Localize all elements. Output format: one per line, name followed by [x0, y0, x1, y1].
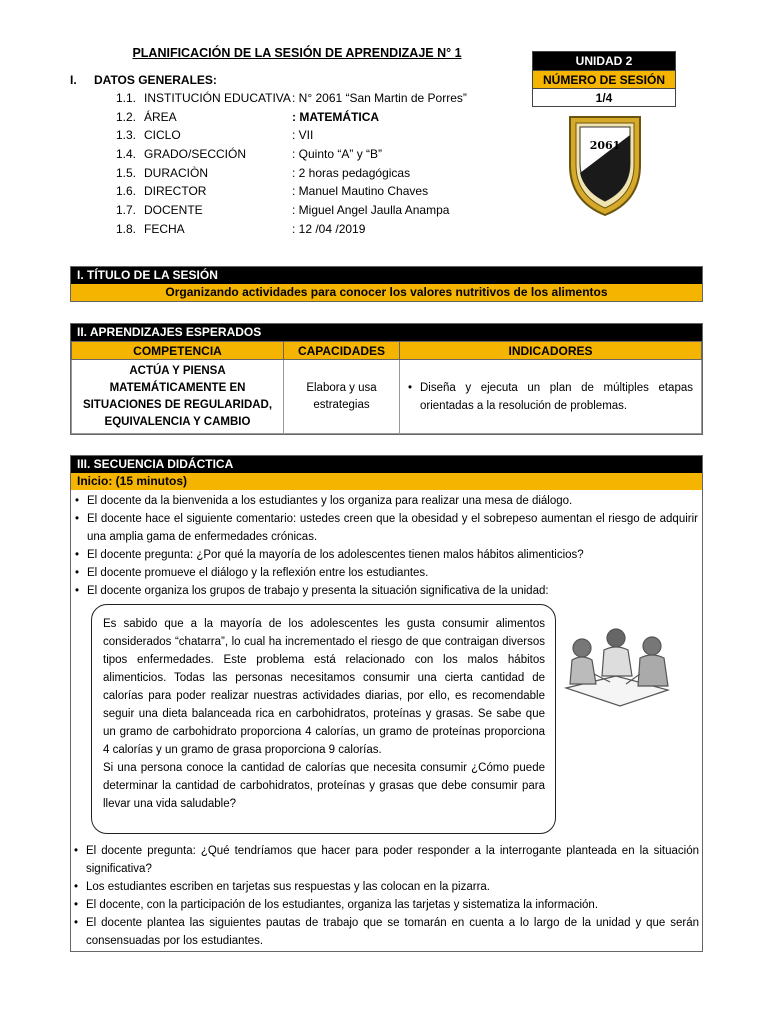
- unit-box: [532, 51, 676, 107]
- list-item: • El docente organiza los grupos de trabajo y presenta la situación significativa de la unidad:: [75, 585, 549, 597]
- general-data-row: 1.8. FECHA : 12 /04 /2019: [116, 221, 366, 236]
- start-bullet-list: [71, 490, 702, 600]
- general-data-list: [116, 89, 516, 239]
- scenario-question: Si una persona conoce la cantidad de calorías que necesita consumir ¿Cómo puede determinar la cantidad de carbohidratos, proteínas y grasas que debe consumir para llevar una vida saludable?: [103, 762, 545, 810]
- session-number-label: NÚMERO DE SESIÓN: [533, 70, 675, 88]
- session-title-section: [70, 266, 703, 302]
- general-data-roman: I.: [70, 73, 77, 87]
- indicador-text: Diseña y ejecuta un plan de múltiples etapas orientadas a la resolución de problemas.: [420, 381, 693, 412]
- seal-number: 2061: [589, 139, 621, 152]
- list-item: • Los estudiantes escriben en tarjetas sus respuestas y las colocan en la pizarra.: [74, 881, 490, 893]
- school-seal-icon: [566, 113, 644, 219]
- general-data-heading: [70, 73, 217, 87]
- list-item: • El docente da la bienvenida a los estudiantes y los organiza para realizar una mesa de diálogo.: [75, 495, 573, 507]
- column-header-capacidades: CAPACIDADES: [284, 342, 400, 360]
- session-title-heading: I. TÍTULO DE LA SESIÓN: [71, 267, 702, 284]
- list-item: • El docente hace el siguiente comentario: ustedes creen que la obesidad y el sobrepeso aumentan el riesgo de adquirir una amplia gama de enfermedades crónicas.: [75, 513, 698, 543]
- didactic-sequence-heading: III. SECUENCIA DIDÁCTICA: [71, 456, 702, 473]
- scenario-paragraph: Es sabido que a la mayoría de los adolescentes les gusta consumir alimentos considerados “chatarra”, lo cual ha incrementado el riesgo de que contraigan diversos tipos enfermedades. Este problema está relacionado con los malos hábitos alimenticios. Todas las personas necesitamos consumir una cierta cantidad de calorías para poder realizar nuestras actividades diarias, por ello, es recomendable seguir una dieta balanceada rica en carbohidratos, proteínas y grasas. Se sabe que un gramo de carbohidrato proporciona 4 calorías, un gramo de proteínas proporciona 4 calorías y un gramo de grasa proporciona 9 calorías.: [103, 618, 545, 756]
- students-illustration-icon: [560, 618, 674, 710]
- general-data-row: 1.2. ÁREA : MATEMÁTICA: [116, 109, 380, 124]
- page-title: PLANIFICACIÓN DE LA SESIÓN DE APRENDIZAJE N° 1: [132, 46, 462, 60]
- list-item: • El docente plantea las siguientes pautas de trabajo que se tomarán en cuenta a lo largo de la unidad y que serán consensuadas por los estudiantes.: [74, 917, 699, 947]
- list-item: • El docente pregunta: ¿Por qué la mayoría de los adolescentes tienen malos hábitos alimenticios?: [75, 549, 584, 561]
- unit-label: UNIDAD 2: [533, 52, 675, 70]
- table-row: [72, 360, 702, 434]
- general-data-row: 1.1. INSTITUCIÓN EDUCATIVA: N° 2061 “San Martin de Porres”: [116, 91, 467, 105]
- list-item: • El docente promueve el diálogo y la reflexión entre los estudiantes.: [75, 567, 429, 579]
- column-header-indicadores: INDICADORES: [400, 342, 702, 360]
- start-bullet-list-continued: [74, 842, 699, 950]
- competencia-cell: ACTÚA Y PIENSA MATEMÁTICAMENTE EN SITUACIONES DE REGULARIDAD, EQUIVALENCIA Y CAMBIO: [72, 360, 284, 434]
- general-data-row: 1.6. DIRECTOR : Manuel Mautino Chaves: [116, 184, 429, 199]
- expected-learning-table: [71, 341, 702, 434]
- general-data-row: 1.5. DURACIÒN : 2 horas pedagógicas: [116, 165, 411, 180]
- general-data-label: DATOS GENERALES:: [94, 73, 217, 87]
- significant-situation-box: [91, 604, 556, 834]
- indicador-cell: • Diseña y ejecuta un plan de múltiples etapas orientadas a la resolución de problemas.: [400, 360, 702, 434]
- capacidades-cell: Elabora y usa estrategias: [284, 360, 400, 434]
- list-item: • El docente pregunta: ¿Qué tendríamos que hacer para poder responder a la interrogante planteada en la situación significativa?: [74, 845, 699, 875]
- start-phase-label: Inicio: (15 minutos): [71, 473, 702, 490]
- session-title: Organizando actividades para conocer los valores nutritivos de los alimentos: [71, 284, 702, 301]
- general-data-row: 1.3. CICLO : VII: [116, 128, 314, 143]
- general-data-row: 1.7. DOCENTE : Miguel Angel Jaulla Anampa: [116, 203, 450, 218]
- session-number-value: 1/4: [533, 88, 675, 106]
- column-header-competencia: COMPETENCIA: [72, 342, 284, 360]
- expected-learning-heading: II. APRENDIZAJES ESPERADOS: [71, 324, 702, 341]
- list-item: • El docente, con la participación de los estudiantes, organiza las tarjetas y sistematiza la información.: [74, 899, 599, 911]
- general-data-row: 1.4. GRADO/SECCIÓN : Quinto “A” y “B”: [116, 147, 383, 162]
- expected-learning-section: [70, 323, 703, 435]
